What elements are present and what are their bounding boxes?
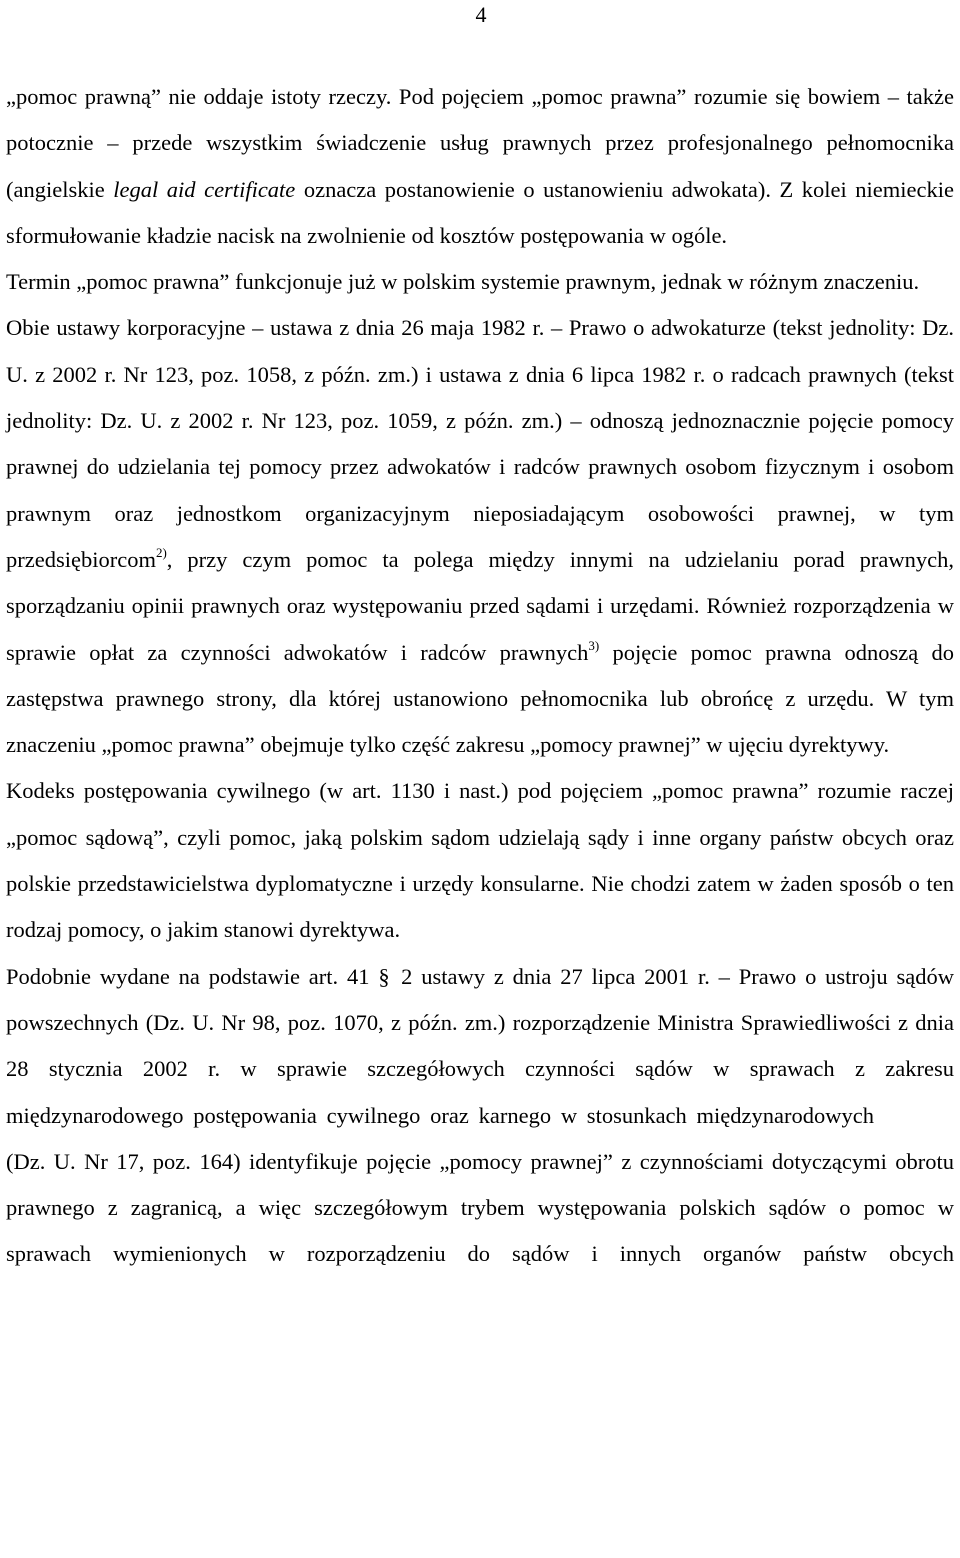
paragraph-pomoc-prawna-meaning: „pomoc prawną” nie oddaje istoty rzeczy. Pod pojęciem „pomoc prawna” rozumie się bowiem – także potocznie – przede wszystkim świadczenie usług prawnych przez profesjonalnego pełnomocnika (angielskie legal aid certificate oznacza postanowienie o ustanowieniu adwokata). Z kolei niemieckie sformułowanie kładzie nacisk na zwolnienie od kosztów postępowania w ogóle.	[6, 84, 954, 248]
paragraph-rozporzadzenie: Podobnie wydane na podstawie art. 41 § 2 ustawy z dnia 27 lipca 2001 r. – Prawo o ustroju sądów powszechnych (Dz. U. Nr 98, poz. 1070, z późn. zm.) rozporządzenie Ministra Sprawiedliwości z dnia 28 stycznia 2002 r. w sprawie szczegółowych czynności sądów w sprawach z zakresu międzynarodowego postępowania cywilnego oraz karnego w stosunkach międzynarodowych(Dz. U. Nr 17, poz. 164) identyfikuje pojęcie „pomocy prawnej” z czynnościami dotyczącymi obrotu prawnego z zagranicą, a więc szczegółowym trybem występowania polskich sądów o pomoc w sprawach wymienionych w rozporządzeniu do sądów i innych organów państw obcych	[6, 954, 954, 1278]
footnote-ref-3: 3)	[588, 637, 600, 653]
italic-term: legal aid certificate	[113, 176, 296, 202]
section-sign: §	[378, 963, 390, 989]
page-number: 4	[475, 2, 487, 27]
paragraph-ustawy-korporacyjne: Obie ustawy korporacyjne – ustawa z dnia 26 maja 1982 r. – Prawo o adwokaturze (tekst jednolity: Dz. U. z 2002 r. Nr 123, poz. 1058, z późn. zm.) i ustawa z dnia 6 lipca 1982 r. o radcach prawnych (tekst jednolity: Dz. U. z 2002 r. Nr 123, poz. 1059, z późn. zm.) – odnoszą jednoznacznie pojęcie pomocy prawnej do udzielania tej pomocy przez adwokatów i radców prawnych osobom fizycznym i osobom prawnym oraz jednostkom organizacyjnym nieposiadającym osobowości prawnej, w tym przedsiębiorcom$^{2)}$, przy czym pomoc ta polega między innymi na udzielaniu porad prawnych, sporządzaniu opinii prawnych oraz występowaniu przed sądami i urzędami. Również rozporządzenia w sprawie opłat za czynności adwokatów i radców prawnych$^{3)}$ pojęcie pomoc prawna odnoszą do zastępstwa prawnego strony, dla której ustanowiono pełnomocnika lub obrońcę z urzędu. W tym znaczeniu „pomoc prawna” obejmuje tylko część zakresu „pomocy prawnej” w ujęciu dyrektywy.	[6, 315, 954, 758]
footnote-ref-2: 2)	[155, 544, 167, 560]
document-body	[6, 74, 954, 1278]
paragraph-kodeks: Kodeks postępowania cywilnego (w art. 1130 i nast.) pod pojęciem „pomoc prawna” rozumie raczej „pomoc sądową”, czyli pomoc, jaką polskim sądom udzielają sądy i inne organy państw obcych oraz polskie przedstawicielstwa dyplomatyczne i urzędy konsularne. Nie chodzi zatem w żaden sposób o ten rodzaj pomocy, o jakim stanowi dyrektywa.	[6, 778, 954, 943]
paragraph-termin: Termin „pomoc prawna” funkcjonuje już w polskim systemie prawnym, jednak w różnym znaczeniu.	[6, 269, 920, 295]
